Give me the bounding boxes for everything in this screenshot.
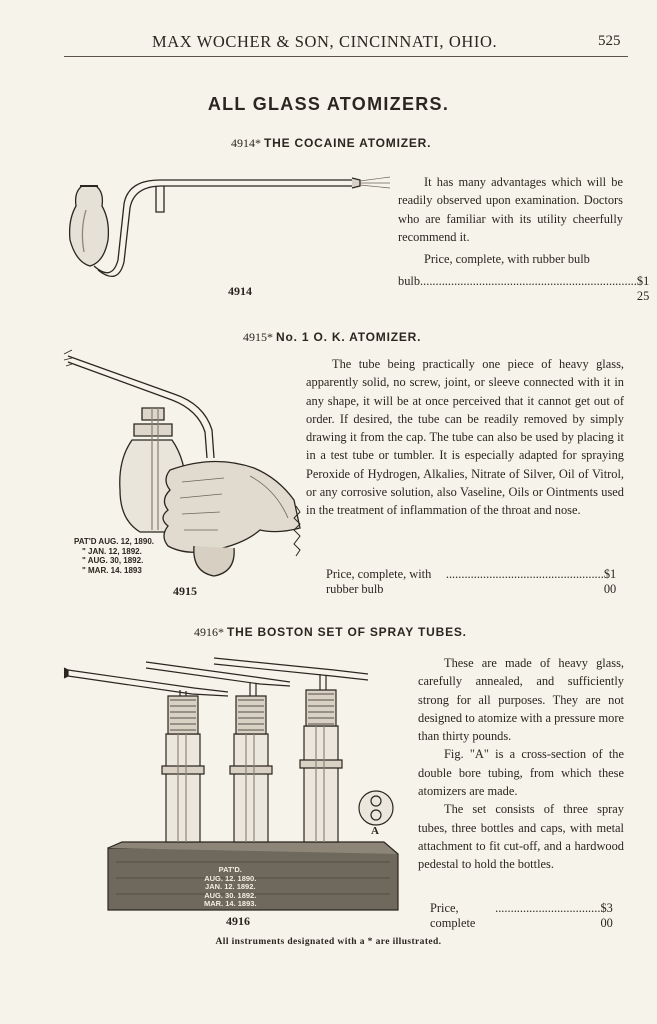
patent-line: AUG. 12. 1890. [204, 873, 257, 883]
item-heading-4916 [194, 625, 467, 640]
item-description-4915 [306, 355, 624, 520]
item-name: No. 1 O. K. ATOMIZER. [276, 330, 422, 344]
patent-line: MAR. 14. 1893. [204, 899, 257, 908]
description: The tube being practically one piece of heavy glass, apparently solid, no screw, joint, or sleeve connected with it in any shape, it will be at once perceived that it cannot get out of order. If desired, the tube can be readily removed by simply drawing it from the cap. The tube can also be used by placing it in a test tube or tumbler. It is especially adapted for spraying Peroxide of Hydrogen, Alkalies, Nitrate of Silver, Oil of Vitrol, or any corrosive solution, also Vaseline, Oils or Ointments used in the treatment of inflammation of the throat and nose. [306, 357, 624, 518]
item-heading-4914 [231, 136, 431, 151]
patent-line: " AUG. 30, 1892. [82, 556, 144, 565]
running-header [0, 32, 657, 56]
figure-label: 4914 [228, 284, 252, 298]
price-value: $1 25 [636, 274, 650, 303]
patent-dates [74, 537, 154, 575]
pedestal-patent-dates [204, 866, 257, 909]
item-number: 4916* [194, 625, 224, 639]
patent-line: PAT'D. [218, 865, 242, 874]
figure-label: 4916 [226, 914, 250, 928]
footer-note: All instruments designated with a * are illustrated. [215, 937, 442, 947]
cocaine-atomizer-illustration [64, 170, 394, 288]
item-number: 4914* [231, 136, 261, 150]
price-line-4914: bulb...................................................................... $1 25 [398, 274, 650, 303]
item-description-4916 [418, 654, 624, 874]
patent-line: AUG. 30. 1892. [204, 890, 257, 900]
price-value: $1 00 [603, 567, 617, 596]
header-title: MAX WOCHER & SON, CINCINNATI, OHIO. [152, 32, 498, 51]
patent-line: JAN. 12. 1892. [205, 882, 256, 891]
price-line-4915: Price, complete, with rubber bulb ................................................... $1 00 [326, 567, 624, 597]
description-paragraph: Fig. "A" is a cross-section of the double bore tubing, from which these atomizers are made. [418, 747, 624, 799]
item-description-4914 [398, 173, 623, 268]
patent-line: " JAN. 12, 1892. [82, 546, 142, 556]
item-name: THE COCAINE ATOMIZER. [264, 136, 432, 150]
item-heading-4915 [243, 330, 421, 345]
item-number: 4915* [243, 330, 273, 344]
price-label: Price, complete, with rubber bulb [424, 252, 590, 267]
price-value: $3 00 [600, 901, 613, 930]
price-label: Price, complete [430, 901, 476, 930]
item-name: THE BOSTON SET OF SPRAY TUBES. [227, 625, 467, 639]
patent-line: " MAR. 14. 1893 [82, 565, 142, 575]
price-label: Price, complete, with rubber bulb [326, 567, 432, 596]
description: It has many advantages which will be readily observed upon examination. Doctors who are familiar with its utility cheerfully recommend it. [398, 175, 623, 244]
page-title: ALL GLASS ATOMIZERS. [207, 94, 450, 114]
figure-label: 4915 [173, 584, 197, 598]
description-paragraph: The set consists of three spray tubes, three bottles and caps, with metal attachment to fit cut-off, and a hardwood pedestal to hold the bottles. [418, 802, 624, 872]
price-line-4916: Price, complete .................................. $3 00 [430, 901, 624, 931]
patent-line: PAT'D AUG. 12, 1890. [74, 537, 155, 546]
header-rule [64, 56, 628, 57]
page-number: 525 [598, 33, 621, 49]
cross-section-label: A [371, 825, 379, 837]
description-paragraph: These are made of heavy glass, carefully annealed, and sufficiently strong for all purposes. They are not designed to atomize with a pressure more than thirty pounds. [418, 656, 624, 744]
